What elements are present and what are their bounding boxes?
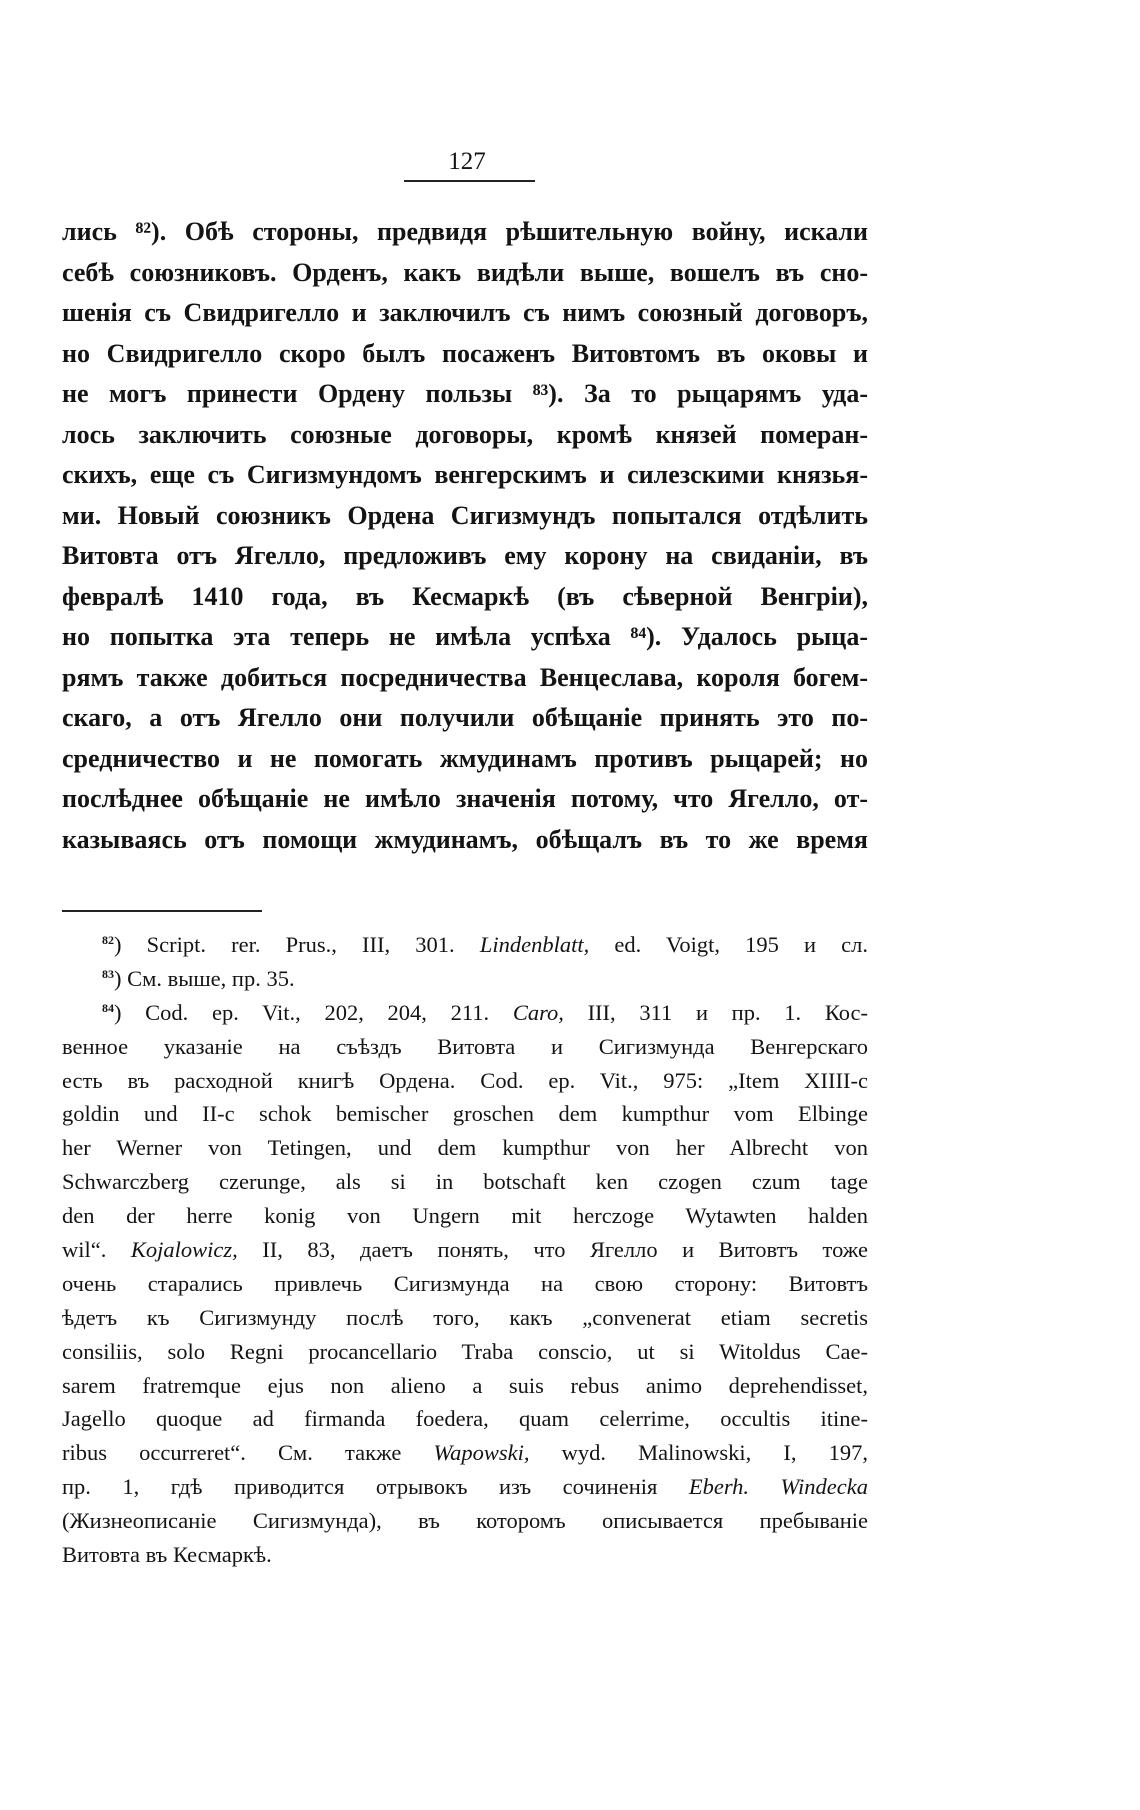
footnote-line: Витовта въ Кесмаркѣ. xyxy=(62,1542,272,1568)
main-line: рямъ также добиться посредничества Венцеслава, короля богем- xyxy=(62,662,868,692)
footnote-line: очень старались привлечь Сигизмунда на свою сторону: Витовтъ xyxy=(62,1270,868,1296)
footnote-author: Caro, xyxy=(512,999,564,1025)
footnote-separator xyxy=(62,910,262,912)
main-line: но Свидригелло скоро былъ посаженъ Витовтомъ въ оковы и xyxy=(62,338,868,368)
footnote-text: ribus occurreret“. См. также xyxy=(62,1440,402,1466)
footnote-mark: 83 xyxy=(102,966,114,981)
footnote-text: wil“. xyxy=(62,1237,107,1263)
footnote-text: ) Cod. ep. Vit., 202, 204, 211. xyxy=(114,999,490,1025)
footnote-line: Jagello quoque ad firmanda foedera, quam celerrime, occultis itine- xyxy=(62,1406,868,1432)
main-line: лось заключить союзные договоры, кромѣ князей померан- xyxy=(62,419,868,449)
main-line: февралѣ 1410 года, въ Кесмаркѣ (въ сѣверной Венгріи), xyxy=(62,581,868,611)
footnote-line: den der herre konig von Ungern mit herczoge Wytawten halden xyxy=(62,1203,868,1229)
main-line: лись ⁸²). Обѣ стороны, предвидя рѣшительную войну, искали xyxy=(62,217,868,246)
footnote-text: ) Script. rer. Prus., III, 301. xyxy=(114,932,455,957)
footnote-author: Wapowski, xyxy=(433,1440,530,1466)
footnote-line: goldin und II-c schok bemischer groschen dem kumpthur vom Elbinge xyxy=(62,1101,868,1127)
footnote-text: ) См. выше, пр. 35. xyxy=(114,965,295,991)
footnote-line: Schwarczberg czerunge, als si in botschaft ken czogen czum tage xyxy=(62,1169,868,1195)
main-line: шенія съ Свидригелло и заключилъ съ нимъ союзный договоръ, xyxy=(62,298,868,327)
footnote-line: есть въ расходной книгѣ Ордена. Cod. ep. Vit., 975: „Item XIIII-c xyxy=(62,1067,868,1093)
footnote-author: Kojalowicz, xyxy=(130,1237,238,1263)
footnote-line xyxy=(62,1436,868,1470)
main-line: послѣднее обѣщаніе не имѣло значенія потому, что Ягелло, от- xyxy=(62,784,868,813)
footnote-83 xyxy=(62,962,868,996)
footnote-line: her Werner von Tetingen, und dem kumpthur von her Albrecht von xyxy=(62,1135,868,1161)
footnote-line: sarem fratremque ejus non alieno a suis rebus animo deprehendisset, xyxy=(62,1372,868,1398)
footnote-author: Lindenblatt, xyxy=(479,932,590,957)
page-number-rule xyxy=(404,180,535,182)
page-number: 127 xyxy=(448,148,486,175)
footnote-82 xyxy=(62,928,868,962)
main-line: себѣ союзниковъ. Орденъ, какъ видѣли выше, вошелъ въ сно- xyxy=(62,257,868,287)
main-text xyxy=(62,212,868,860)
main-line: скаго, а отъ Ягелло они получили обѣщаніе принять это по- xyxy=(62,703,868,732)
main-line: казываясь отъ помощи жмудинамъ, обѣщалъ въ то же время xyxy=(62,824,868,854)
footnote-author: Eberh. Windecka xyxy=(688,1474,868,1500)
main-line: но попытка эта теперь не имѣла успѣха ⁸⁴). Удалось рыца- xyxy=(62,622,868,651)
footnote-line xyxy=(62,1233,868,1267)
main-line: скихъ, еще съ Сигизмундомъ венгерскимъ и силезскими князья- xyxy=(62,460,868,489)
footnote-line: ѣдетъ къ Сигизмунду послѣ того, какъ „convenerat etiam secretis xyxy=(62,1304,868,1330)
main-line: не могъ принести Ордену пользы ⁸³). За то рыцарямъ уда- xyxy=(62,379,868,408)
footnote-text: wyd. Malinowski, I, 197, xyxy=(561,1440,869,1466)
main-line: Витовта отъ Ягелло, предложивъ ему корону на свиданіи, въ xyxy=(62,541,868,570)
footnote-mark: 82 xyxy=(102,933,114,947)
footnote-text: ed. Voigt, 195 и сл. xyxy=(614,932,869,957)
footnote-mark: 84 xyxy=(102,1000,114,1015)
main-line: средничество и не помогать жмудинамъ противъ рыцарей; но xyxy=(62,743,868,773)
footnote-line: (Жизнеописаніе Сигизмунда), въ которомъ описывается пребываніе xyxy=(62,1508,868,1534)
footnote-line: венное указаніе на съѣздъ Витовта и Сигизмунда Венгерскаго xyxy=(62,1033,868,1059)
footnote-line xyxy=(62,1470,868,1504)
footnote-text: III, 311 и пр. 1. Кос- xyxy=(587,999,869,1025)
footnote-84 xyxy=(62,996,868,1030)
footnotes xyxy=(62,928,868,1572)
main-line: ми. Новый союзникъ Ордена Сигизмундъ попытался отдѣлить xyxy=(62,500,868,530)
footnote-text: пр. 1, гдѣ приводится отрывокъ изъ сочиненія xyxy=(62,1474,658,1500)
footnote-line: consiliis, solo Regni procancellario Traba conscio, ut si Witoldus Cae- xyxy=(62,1338,868,1364)
footnote-text: II, 83, даетъ понять, что Ягелло и Витовтъ тоже xyxy=(262,1237,868,1263)
